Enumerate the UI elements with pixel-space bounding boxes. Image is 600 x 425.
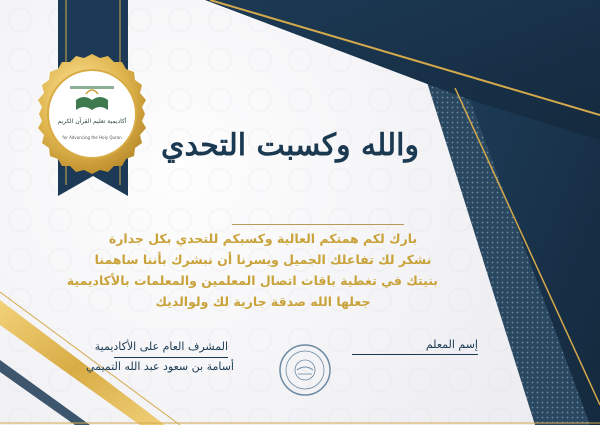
top-divider [232,224,404,225]
supervisor-title: المشرف العام على الأكاديمية [94,340,228,353]
logo-name-en: for Advancing the Holy Quran [62,135,122,140]
body-line: بنيتك في تغطية باقات اتصال المعلمين والمعلمات بالأكاديمية [66,273,438,288]
academy-stamp [278,343,332,397]
body-line: بارك لكم همتكم العالية وكسبكم للتحدي بكل جدارة [108,231,418,246]
certificate-body [66,228,438,312]
certificate-title: والله وكسبت التحدي [160,128,420,163]
logo-name-ar: أكاديمية تعليم القرآن الكريم [57,118,127,125]
gold-medal [30,52,154,176]
body-line: نشكر لك تفاعلك الجميل ويسرنا أن نبشرك بأننا ساهمنا [94,252,432,267]
body-line: جعلها الله صدقة جارية لك ولوالديك [155,294,371,309]
supervisor-name: أسامة بن سعود عبد الله التميمي [86,360,234,373]
teacher-label: إسم المعلم [425,338,478,351]
supervisor-signature-line [114,357,228,358]
